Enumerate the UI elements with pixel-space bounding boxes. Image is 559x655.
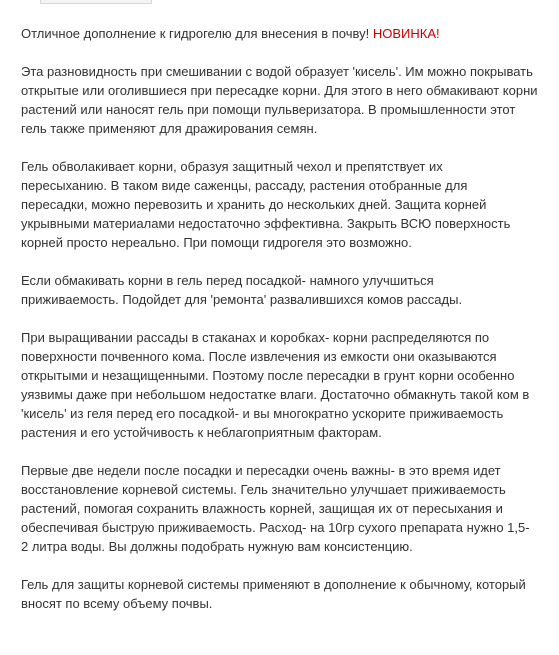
product-description (21, 24, 541, 632)
intro-paragraph (21, 24, 541, 43)
paragraph-kisel: Эта разновидность при смешивании с водой образует 'кисель'. Им можно покрывать открытые или оголившиеся при пересадке корни. Для этого в него обмакивают корни растений или наносят гель при помощи пульверизатора. В промышленности этот гель также применяют для дражирования семян. (21, 64, 538, 136)
new-badge: НОВИНКА! (372, 26, 440, 41)
paragraph-usage: Гель для защиты корневой системы применяют в дополнение к обычному, который вносят по всему объему почвы. (21, 577, 526, 611)
intro-text: Отличное дополнение к гидрогелю для внесения в почву! (21, 26, 370, 41)
paragraph-first-weeks: Первые две недели после посадки и пересадки очень важны- в это время идет восстановление корневой системы. Гель значительно улучшает приживаемость растений, помогая сохранить влажность корней, защищая их от пересыхания и обеспечивая быструю приживаемость. Расход- на 10гр сухого препарата нужно 1,5- 2 литра воды. Вы должны подобрать нужную вам консистенцию. (21, 463, 530, 554)
paragraph-seedlings: При выращивании рассады в стаканах и коробках- корни распределяются по поверхности почвенного кома. После извлечения из емкости они оказываются открытыми и незащищенными. Поэтому после пересадки в грунт корни особенно уязвимы даже при небольшом недостатке влаги. Достаточно обмакнуть такой ком в 'кисель' из геля перед его посадкой- и вы многократно ускорите приживаемость растения и его устойчивость к неблагоприятным факторам. (21, 330, 530, 440)
paragraph-protection: Гель обволакивает корни, образуя защитный чехол и препятствует их пересыханию. В таком виде саженцы, рассаду, растения отобранные для пересадки, можно перевозить и хранить до нескольких дней. Защита корней укрывными материалами недостаточно эффективна. Закрыть ВСЮ поверхность корней просто нереально. При помощи гидрогеля это возможно. (21, 159, 511, 250)
paragraph-dipping: Если обмакивать корни в гель перед посадкой- намного улучшиться приживаемость. Подойдет для 'ремонта' развалившихся комов рассады. (21, 273, 463, 307)
top-tab-edge (40, 0, 152, 4)
